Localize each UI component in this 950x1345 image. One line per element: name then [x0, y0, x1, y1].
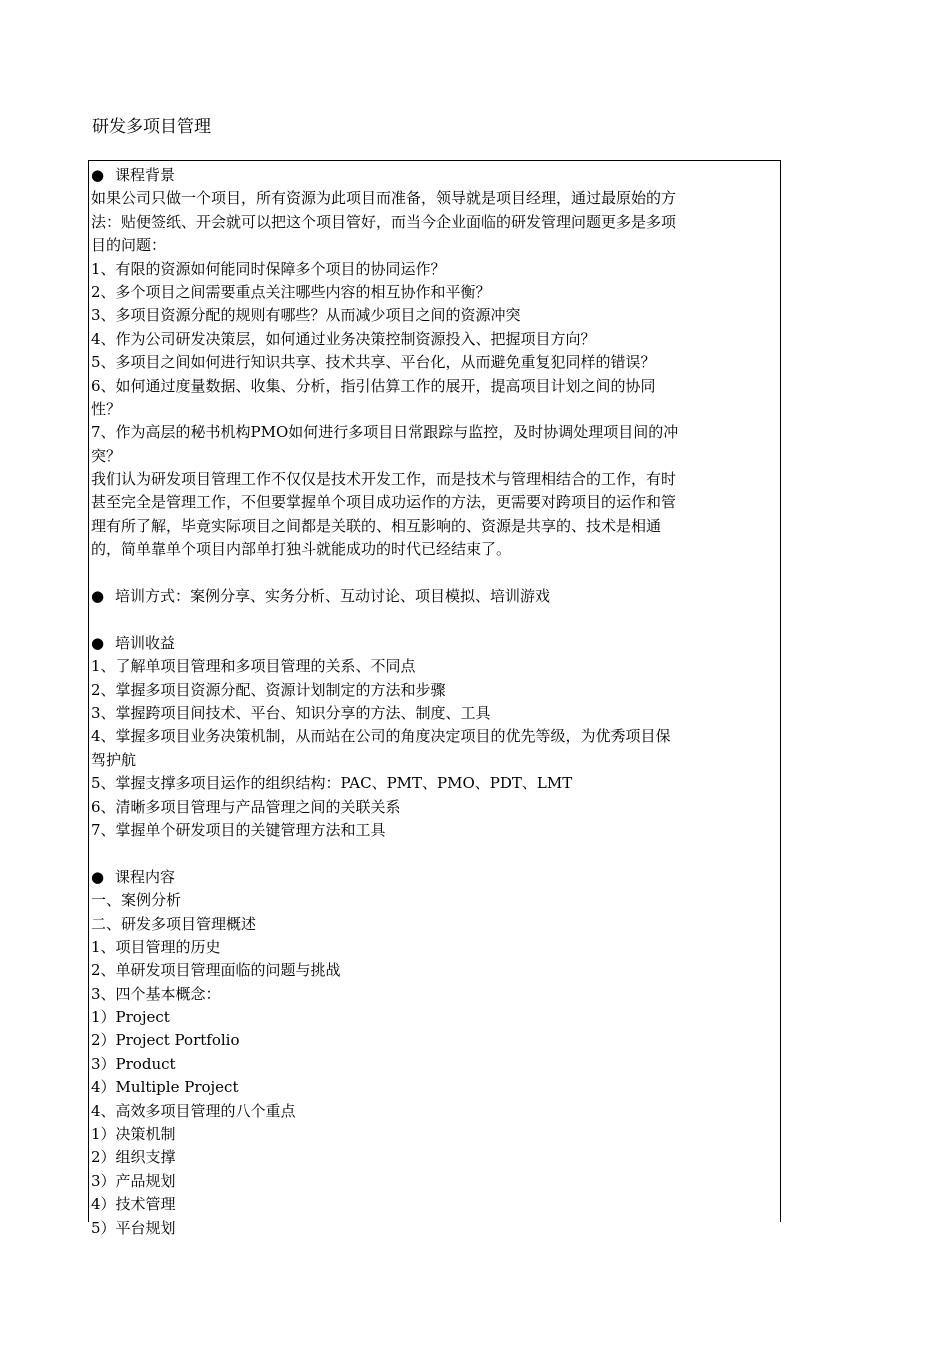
list-item: 2、掌握多项目资源分配、资源计划制定的方法和步骤 — [91, 680, 446, 699]
section-heading-benefits — [91, 632, 806, 655]
list-item: 5）平台规划 — [91, 1218, 176, 1237]
list-item: 3）产品规划 — [91, 1171, 176, 1190]
section-heading-background — [91, 164, 806, 187]
heading-text: 课程内容 — [115, 867, 176, 886]
list-item: 4、高效多项目管理的八个重点 — [91, 1101, 296, 1120]
paragraph-line: 甚至完全是管理工作，不但要掌握单个项目成功运作的方法，更需要对跨项目的运作和管 — [91, 493, 677, 512]
list-item: 1）Project — [91, 1008, 170, 1027]
list-item: 3、多项目资源分配的规则有哪些？从而减少项目之间的资源冲突 — [91, 306, 521, 325]
bullet-icon: ● — [91, 587, 105, 606]
paragraph-line: 如果公司只做一个项目，所有资源为此项目而准备，领导就是项目经理，通过最原始的方 — [91, 189, 677, 208]
spacer — [91, 608, 806, 631]
bullet-icon: ● — [91, 867, 105, 886]
list-item: 性？ — [91, 399, 122, 418]
list-item: 1、有限的资源如何能同时保障多个项目的协同运作？ — [91, 259, 446, 278]
section-heading-method — [91, 585, 806, 608]
list-item: 4）技术管理 — [91, 1195, 176, 1214]
heading-text: 培训收益 — [115, 633, 176, 652]
list-item: 二、研发多项目管理概述 — [91, 914, 257, 933]
list-item: 3）Product — [91, 1054, 176, 1073]
spacer — [91, 842, 806, 865]
list-item: 5、掌握支撑多项目运作的组织结构：PAC、PMT、PMO、PDT、LMT — [91, 774, 573, 793]
list-item: 2）Project Portfolio — [91, 1031, 240, 1050]
list-item: 突？ — [91, 446, 122, 465]
spacer — [91, 562, 806, 585]
list-item: 3、掌握跨项目间技术、平台、知识分享的方法、制度、工具 — [91, 703, 491, 722]
paragraph-line: 的，简单靠单个项目内部单打独斗就能成功的时代已经结束了。 — [91, 540, 512, 559]
list-item: 4、掌握多项目业务决策机制，从而站在公司的角度决定项目的优先等级，为优秀项目保 — [91, 727, 671, 746]
list-item: 1）决策机制 — [91, 1125, 176, 1144]
bullet-icon: ● — [91, 166, 105, 184]
paragraph-line: 目的问题： — [91, 236, 167, 255]
paragraph-line: 我们认为研发项目管理工作不仅仅是技术开发工作，而是技术与管理相结合的工作，有时 — [91, 470, 677, 489]
list-item: 6、清晰多项目管理与产品管理之间的关联关系 — [91, 797, 401, 816]
list-item: 7、掌握单个研发项目的关键管理方法和工具 — [91, 820, 386, 839]
list-item: 1、了解单项目管理和多项目管理的关系、不同点 — [91, 657, 416, 676]
list-item: 一、案例分析 — [91, 891, 182, 910]
section-heading-contents — [91, 866, 806, 889]
content-body — [91, 164, 806, 1240]
paragraph-line: 理有所了解，毕竟实际项目之间都是关联的、相互影响的、资源是共享的、技术是相通 — [91, 516, 662, 535]
list-item: 3、四个基本概念： — [91, 984, 221, 1003]
list-item: 驾护航 — [91, 750, 137, 769]
bullet-icon: ● — [91, 633, 105, 652]
list-item: 2、单研发项目管理面临的问题与挑战 — [91, 961, 341, 980]
list-item: 2、多个项目之间需要重点关注哪些内容的相互协作和平衡？ — [91, 282, 491, 301]
list-item: 4、作为公司研发决策层，如何通过业务决策控制资源投入、把握项目方向？ — [91, 329, 596, 348]
list-item: 4）Multiple Project — [91, 1078, 239, 1097]
list-item: 6、如何通过度量数据、收集、分析，指引估算工作的展开，提高项目计划之间的协同 — [91, 376, 656, 395]
heading-text: 培训方式：案例分享、实务分析、互动讨论、项目模拟、培训游戏 — [115, 587, 551, 606]
list-item: 2）组织支撑 — [91, 1148, 176, 1167]
document-title: 研发多项目管理 — [92, 117, 211, 137]
list-item: 5、多项目之间如何进行知识共享、技术共享、平台化，从而避免重复犯同样的错误？ — [91, 353, 656, 372]
list-item: 1、项目管理的历史 — [91, 937, 221, 956]
heading-text: 课程背景 — [115, 166, 176, 184]
list-item: 7、作为高层的秘书机构PMO如何进行多项目日常跟踪与监控，及时协调处理项目间的冲 — [91, 423, 679, 442]
paragraph-line: 法：贴便签纸、开会就可以把这个项目管好，而当今企业面临的研发管理问题更多是多项 — [91, 212, 677, 231]
